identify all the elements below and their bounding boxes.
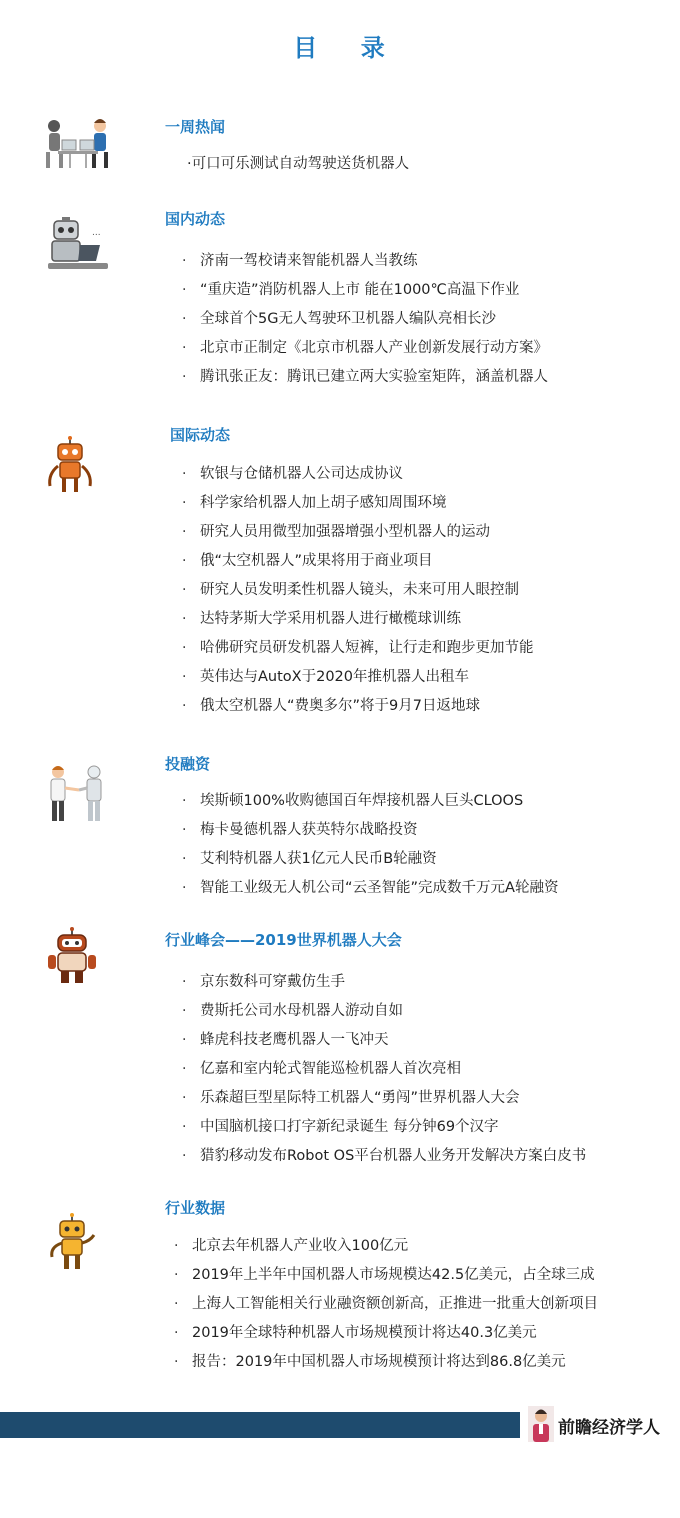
bullet-icon: · (182, 340, 187, 356)
section-title: 行业峰会——2019世界机器人大会 (165, 931, 402, 949)
item-text: 亿嘉和室内轮式智能巡检机器人首次亮相 (200, 1061, 461, 1077)
robot-with-laptop-icon (40, 215, 116, 279)
bullet-icon: · (174, 1267, 179, 1283)
list-item[interactable] (180, 1026, 586, 1055)
section-title: 国际动态 (170, 426, 231, 444)
bullet-icon: · (182, 851, 187, 867)
bullet-icon: · (182, 1119, 187, 1135)
list-item[interactable] (172, 1348, 598, 1377)
list-item[interactable] (180, 1113, 586, 1142)
bullet-icon: · (182, 369, 187, 385)
bullet-icon: · (182, 495, 187, 511)
list-item[interactable] (172, 1232, 598, 1261)
item-text: 俄太空机器人“费奥多尔”将于9月7日返地球 (200, 698, 480, 714)
list-item[interactable] (180, 334, 548, 363)
list-item[interactable] (172, 1261, 598, 1290)
handshake-robot-icon (40, 764, 116, 828)
bullet-icon: · (182, 1148, 187, 1164)
list-item[interactable] (180, 816, 558, 845)
item-text: ·可口可乐测试自动驾驶送货机器人 (187, 156, 410, 172)
bullet-icon: · (182, 1061, 187, 1077)
section-title: 一周热闻 (165, 118, 226, 136)
item-text: 2019年上半年中国机器人市场规模达42.5亿美元，占全球三成 (192, 1267, 595, 1283)
item-text: 梅卡曼德机器人获英特尔战略投资 (200, 822, 418, 838)
people-at-computers-icon (40, 114, 116, 178)
bullet-icon: · (182, 282, 187, 298)
item-text: “重庆造”消防机器人上市 能在1000℃高温下作业 (200, 282, 520, 298)
item-text: 全球首个5G无人驾驶环卫机器人编队亮相长沙 (200, 311, 496, 327)
list-item[interactable] (180, 1084, 586, 1113)
author-avatar-icon (528, 1406, 554, 1442)
item-text: 京东数科可穿戴仿生手 (200, 974, 345, 990)
item-text: 2019年全球特种机器人市场规模预计将达40.3亿美元 (192, 1325, 537, 1341)
bullet-icon: · (182, 582, 187, 598)
item-text: 科学家给机器人加上胡子感知周围环境 (200, 495, 447, 511)
section-title: 国内动态 (165, 210, 226, 228)
item-text: 艾利特机器人获1亿元人民币B轮融资 (200, 851, 437, 867)
list-item[interactable] (180, 576, 534, 605)
bullet-icon: · (182, 640, 187, 656)
list-item[interactable] (180, 605, 534, 634)
bullet-icon: · (182, 822, 187, 838)
bullet-icon: · (182, 311, 187, 327)
svg-text:...: ... (92, 228, 101, 238)
item-text: 智能工业级无人机公司“云圣智能”完成数千万元A轮融资 (200, 880, 559, 896)
list-item[interactable] (180, 874, 558, 903)
list-item[interactable] (180, 663, 534, 692)
bullet-icon: · (174, 1325, 179, 1341)
list-item[interactable] (180, 845, 558, 874)
list-item[interactable] (172, 1290, 598, 1319)
bullet-icon: · (182, 524, 187, 540)
list-item[interactable] (180, 1055, 586, 1084)
bullet-icon: · (174, 1296, 179, 1312)
bullet-icon: · (182, 253, 187, 269)
yellow-robot-icon (46, 1213, 122, 1277)
item-text: 哈佛研究员研发机器人短裤，让行走和跑步更加节能 (200, 640, 534, 656)
item-text: 埃斯顿100%收购德国百年焊接机器人巨头CLOOS (200, 793, 524, 809)
item-text: 软银与仓储机器人公司达成协议 (200, 466, 403, 482)
bullet-icon: · (174, 1354, 179, 1370)
bullet-icon: · (182, 1090, 187, 1106)
list-item[interactable] (180, 247, 548, 276)
bullet-icon: · (174, 1238, 179, 1254)
footer-brand[interactable] (520, 1404, 680, 1444)
list-item[interactable] (180, 305, 548, 334)
orange-robot-icon (44, 436, 120, 500)
item-text: 费斯托公司水母机器人游动自如 (200, 1003, 403, 1019)
list-item[interactable] (180, 363, 548, 392)
item-text: 北京市正制定《北京市机器人产业创新发展行动方案》 (200, 340, 548, 356)
bullet-icon: · (182, 974, 187, 990)
list-item[interactable] (180, 1142, 586, 1171)
list-item[interactable] (180, 692, 534, 721)
bullet-icon: · (182, 880, 187, 896)
list-item[interactable] (180, 968, 586, 997)
item-text: 研究人员用微型加强器增强小型机器人的运动 (200, 524, 490, 540)
section-title: 投融资 (165, 755, 211, 773)
list-item[interactable] (180, 489, 534, 518)
item-text: 达特茅斯大学采用机器人进行橄榄球训练 (200, 611, 461, 627)
bullet-icon: · (182, 793, 187, 809)
brown-robot-icon (44, 927, 120, 991)
item-text: 报告：2019年中国机器人市场规模预计将达到86.8亿美元 (192, 1354, 566, 1370)
bullet-icon: · (182, 553, 187, 569)
list-item[interactable] (180, 787, 558, 816)
item-text: 英伟达与AutoX于2020年推机器人出租车 (200, 669, 469, 685)
item-text: 研究人员发明柔性机器人镜头，未来可用人眼控制 (200, 582, 519, 598)
bullet-icon: · (182, 611, 187, 627)
list-item[interactable] (172, 1319, 598, 1348)
footer-brand-text: 前瞻经济学人 (558, 1418, 660, 1438)
item-text: 猎豹移动发布Robot OS平台机器人业务开发解决方案白皮书 (200, 1148, 587, 1164)
list-item[interactable] (175, 150, 409, 179)
item-text: 济南一驾校请来智能机器人当教练 (200, 253, 418, 269)
item-text: 北京去年机器人产业收入100亿元 (192, 1238, 409, 1254)
list-item[interactable] (180, 276, 548, 305)
section-title: 行业数据 (165, 1199, 226, 1217)
list-item[interactable] (180, 547, 534, 576)
bullet-icon: · (182, 466, 187, 482)
item-text: 乐森超巨型星际特工机器人“勇闯”世界机器人大会 (200, 1090, 520, 1106)
bullet-icon: · (182, 669, 187, 685)
item-text: 中国脑机接口打字新纪录诞生 每分钟69个汉字 (200, 1119, 499, 1135)
item-text: 俄“太空机器人”成果将用于商业项目 (200, 553, 433, 569)
item-text: 上海人工智能相关行业融资额创新高，正推进一批重大创新项目 (192, 1296, 598, 1312)
list-item[interactable] (180, 518, 534, 547)
item-text: 腾讯张正友：腾讯已建立两大实验室矩阵，涵盖机器人 (200, 369, 548, 385)
bullet-icon: · (182, 698, 187, 714)
bullet-icon: · (182, 1032, 187, 1048)
list-item[interactable] (180, 634, 534, 663)
list-item[interactable] (180, 997, 586, 1026)
list-item[interactable] (180, 460, 534, 489)
item-text: 蜂虎科技老鹰机器人一飞冲天 (200, 1032, 389, 1048)
page-title: 目 录 (293, 34, 387, 62)
bullet-icon: · (182, 1003, 187, 1019)
